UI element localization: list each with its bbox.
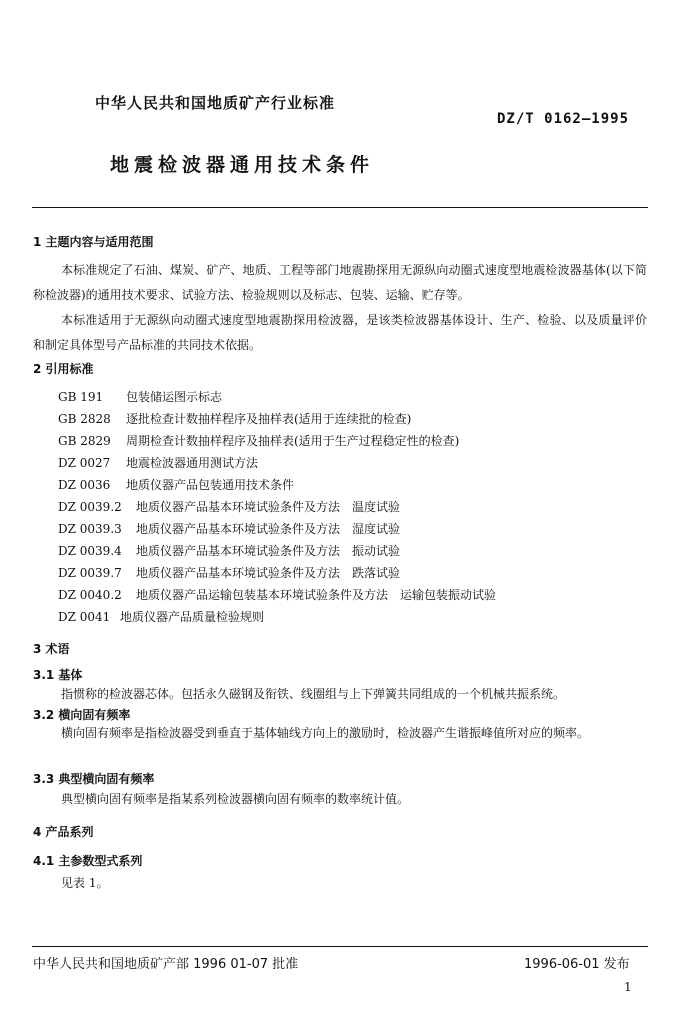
section-3-heading: 3 术语 xyxy=(33,642,70,656)
reference-title: 地质仪器产品包装通用技术条件 xyxy=(126,478,295,492)
reference-title: 地质仪器产品基本环境试验条件及方法 湿度试验 xyxy=(136,522,401,536)
section-1-heading: 1 主题内容与适用范围 xyxy=(33,235,154,249)
term-3-2-text: 横向固有频率是指检波器受到垂直于基体轴线方向上的激励时，检波器产生谐振峰值所对应的频率。 xyxy=(61,726,590,740)
issuing-authority: 中华人民共和国地质矿产行业标准 xyxy=(95,94,336,112)
reference-title: 地质仪器产品基本环境试验条件及方法 跌落试验 xyxy=(136,566,401,580)
clause-4-1-heading: 4.1 主参数型式系列 xyxy=(33,854,143,868)
section-1-para-2: 本标准适用于无源纵向动圈式速度型地震勘探用检波器，是该类检波器基体设计、生产、检验、以及质量评价和制定具体型号产品标准的共同技术依据。 xyxy=(33,313,647,352)
reference-item xyxy=(58,608,264,625)
reference-title: 包装储运图示标志 xyxy=(126,390,223,404)
document-title: 地震检波器通用技术条件 xyxy=(110,154,375,176)
reference-title: 地质仪器产品运输包装基本环境试验条件及方法 运输包装振动试验 xyxy=(136,588,497,602)
standard-code: DZ/T 0162—1995 xyxy=(497,111,630,127)
reference-title: 地质仪器产品质量检验规则 xyxy=(120,610,265,624)
section-2-heading: 2 引用标准 xyxy=(33,362,94,376)
reference-title: 地质仪器产品基本环境试验条件及方法 温度试验 xyxy=(136,500,401,514)
term-3-1-text: 指惯称的检波器芯体。包括永久磁钢及衔铁、线圈组与上下弹簧共同组成的一个机械共振系统。 xyxy=(61,687,566,701)
reference-item xyxy=(58,564,400,581)
reference-item xyxy=(58,410,411,427)
issue-date: 1996-06-01 发布 xyxy=(524,957,630,972)
header-rule xyxy=(32,207,648,208)
reference-item xyxy=(58,432,459,449)
reference-title: 逐批检查计数抽样程序及抽样表(适用于连续批的检查) xyxy=(126,412,412,426)
reference-item xyxy=(58,542,400,559)
reference-title: 地震检波器通用测试方法 xyxy=(126,456,259,470)
approval-line: 中华人民共和国地质矿产部 1996 01-07 批准 xyxy=(33,957,299,972)
section-4-heading: 4 产品系列 xyxy=(33,825,94,839)
term-3-3-heading: 3.3 典型横向固有频率 xyxy=(33,772,155,786)
reference-code: GB 2829 xyxy=(58,434,111,448)
term-3-3-text: 典型横向固有频率是指某系列检波器横向固有频率的数率统计值。 xyxy=(61,792,410,806)
reference-item xyxy=(58,586,496,603)
reference-code: DZ 0040.2 xyxy=(58,588,122,602)
reference-code: DZ 0039.3 xyxy=(58,522,122,536)
reference-item xyxy=(58,388,222,405)
reference-code: DZ 0041 xyxy=(58,610,111,624)
reference-item xyxy=(58,498,400,515)
section-1-para-1: 本标准规定了石油、煤炭、矿产、地质、工程等部门地震勘探用无源纵向动圈式速度型地震检波器基体(以下简称检波器)的通用技术要求、试验方法、检验规则以及标志、包装、运输、贮存等。 xyxy=(33,263,647,302)
page-number: 1 xyxy=(624,980,632,994)
reference-code: DZ 0039.7 xyxy=(58,566,122,580)
reference-code: GB 191 xyxy=(58,390,104,404)
clause-4-1-text: 见表 1。 xyxy=(61,876,109,890)
reference-code: DZ 0027 xyxy=(58,456,111,470)
reference-item xyxy=(58,476,294,493)
reference-code: DZ 0039.2 xyxy=(58,500,122,514)
reference-code: GB 2828 xyxy=(58,412,111,426)
reference-item xyxy=(58,520,400,537)
term-3-1-heading: 3.1 基体 xyxy=(33,668,83,682)
term-3-2-heading: 3.2 横向固有频率 xyxy=(33,708,131,722)
footer-rule xyxy=(32,946,648,947)
reference-item xyxy=(58,454,258,471)
reference-code: DZ 0039.4 xyxy=(58,544,122,558)
reference-title: 周期检查计数抽样程序及抽样表(适用于生产过程稳定性的检查) xyxy=(126,434,460,448)
reference-title: 地质仪器产品基本环境试验条件及方法 振动试验 xyxy=(136,544,401,558)
reference-code: DZ 0036 xyxy=(58,478,111,492)
